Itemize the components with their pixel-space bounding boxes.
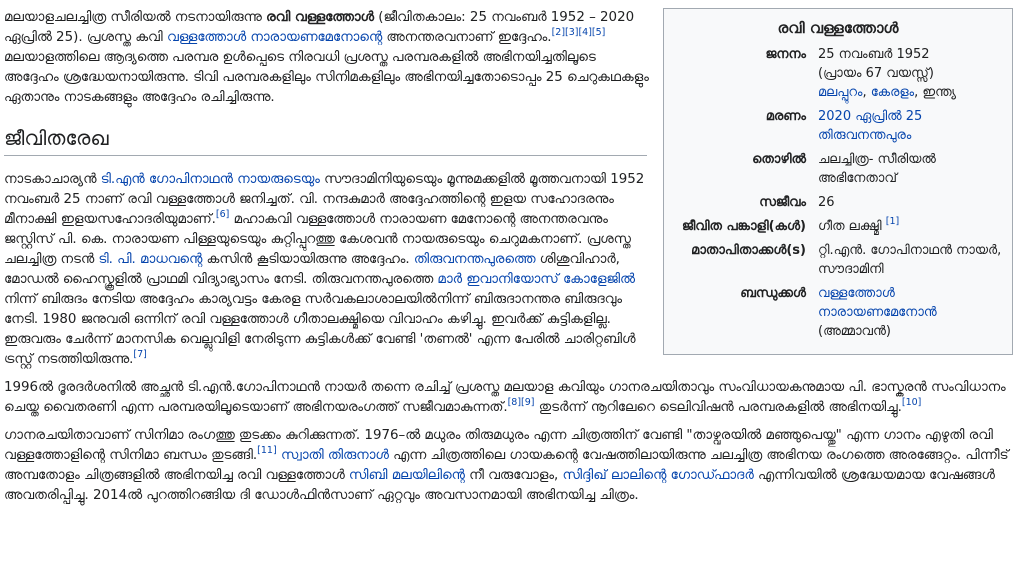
born-date: 25 നവംബർ 1952	[818, 47, 930, 62]
spouse-reference[interactable]: [1]	[885, 216, 900, 227]
link-vallathol-narayana-menon[interactable]: വള്ളത്തോൾ നാരായണമേനോന്റെ	[166, 30, 383, 45]
section-heading-biography: ജീവിതരേഖ	[4, 124, 647, 156]
link-sibi-malayil[interactable]: സിബി മലയിലിന്റെ	[348, 468, 465, 483]
occupation-value: ചലച്ചിത്ര- സീരിയൽ അഭിനേതാവ്	[818, 152, 936, 186]
bio1-text-6: നിന്ന് ബിരുദം നേടിയ അദ്ദേഹം കാര്യവട്ടം കേരള സർവകലാശാലയിൽനിന്ന് ബിരുദാനന്തര ബിരുദവും നേടി. 1980 ജനുവരി ഒന്നിന് രവി വള്ളത്തോൾ ഗീതാലക്ഷ്മിയെ വിവാഹം കഴിച്ചു. ഇവർക്ക് കുട്ടികളില്ല. ഇരുവരും ചേർന്ന് മാനസിക വെല്ലുവിളി നേരിടുന്ന കുട്ടികൾക്ക് വേണ്ടി 'തണൽ' എന്ന പേരിൽ ചാരിറ്റബിൾ ട്രസ്റ്റ് നടത്തിയിരുന്നു.	[4, 292, 636, 367]
died-date-link[interactable]: 2020 ഏപ്രിൽ 25	[818, 109, 923, 124]
parents-value: റ്റി.എൻ. ഗോപിനാഥൻ നായർ, സൗദാമിനി	[818, 243, 1002, 277]
bio2-text-1: 1996ൽ ദൂരദർശനിൽ അച്ഛൻ ടി.എൻ.ഗോപിനാഥൻ നായർ തന്നെ രചിച്ച് പ്രശസ്ത മലയാള കവിയും ഗാനരചയിതാവും സംവിധായകനുമായ പി. ഭാസ്കരൻ സംവിധാനം ചെയ്ത വൈതരണി എന്ന പരമ്പരയിലൂടെയാണ് അഭിനയരംഗത്ത് സജീവമാകുന്നത്.	[4, 380, 1006, 415]
relatives-label: ബന്ധുക്കൾ	[740, 286, 806, 301]
intro-paragraph	[4, 8, 654, 108]
active-label: സജീവം	[759, 195, 806, 210]
link-tn-gopinathan-nair[interactable]: ടി.എൻ ഗോപിനാഥൻ നായരുടെയും	[100, 172, 320, 187]
bio3-text-5: എന്നിവയിൽ ശ്രദ്ധേയമായ വേഷങ്ങൾ അവതരിപ്പിച്ചു. 2014ൽ പുറത്തിറങ്ങിയ ദി ഡോൾഫിൻസാണ് ഏറ്റവും അവസാനമായി അഭിനയിച്ച ചിത്രം.	[4, 468, 995, 503]
intro-text-4: മലയാളത്തിലെ ആദ്യത്തെ പരമ്പര ഉൾപ്പെടെ നിരവധി പ്രശസ്ത പരമ്പരകളിൽ അഭിനയിച്ചതിലൂടെ അദ്ദേഹം ശ്രദ്ധേയനായിരുന്നു. ടിവി പരമ്പരകളിലും സിനിമകളിലും അഭിനയിച്ചതോടൊപ്പം 25 ചെറുകഥകളും ഏതാനും നാടകങ്ങളും അദ്ദേഹം രചിച്ചിരുന്നു.	[4, 50, 649, 105]
bio1-text-4: കസിൻ കൂടിയായിരുന്നു അദ്ദേഹം.	[202, 252, 414, 267]
active-value: 26	[818, 195, 835, 210]
intro-text-1: മലയാളചലച്ചിത്ര സീരിയൽ നടനായിരുന്നു	[4, 10, 266, 25]
subject-name: രവി വള്ളത്തോൾ	[265, 10, 374, 25]
born-place-link-kerala[interactable]: കേരളം	[870, 85, 915, 100]
relatives-link[interactable]: വള്ളത്തോൾ നാരായണമേനോൻ	[818, 286, 937, 320]
reference-2-5[interactable]: [2][3][4][5]	[551, 27, 606, 38]
bio3-text-4: നീ വരുവോളം,	[464, 468, 563, 483]
spouse-label: ജീവിത പങ്കാളി(കൾ)	[682, 219, 806, 234]
bio1-text-5: ശിശുവിഹാർ, മോഡൽ ഹൈസ്കൂളിൽ പ്രാഥമി വിദ്യാഭ്യാസം നേടി. തിരുവനന്തപുരത്തെ	[4, 252, 620, 287]
died-label: മരണം	[765, 109, 806, 124]
born-age: (പ്രായം 67 വയസ്സ്)	[818, 66, 934, 81]
bio3-text-3: എന്ന ചിത്രത്തിലെ ഗായകന്റെ വേഷത്തിലായിരുന്നു ചലച്ചിത്ര അഭിനയ രംഗത്തെ അരങ്ങേറ്റം. പിന്നീട് അമ്പതോളം ചിത്രങ്ങളിൽ അഭിനയിച്ച രവി വള്ളത്തോൾ	[4, 448, 1009, 483]
bio1-text-2: സൗദാമിനിയുടെയും മൂന്നുമക്കളിൽ മൂത്തവനായി 1952 നവംബർ 25 നാണ് രവി വള്ളത്തോൾ ജനിച്ചത്. വി. നന്ദകുമാർ അദ്ദേഹത്തിന്റെ ഇളയ സഹോദരനും മീനാക്ഷി ഇളയസഹോദരിയുമാണ്.	[4, 172, 645, 227]
bio1-text-1: നാടകാചാര്യൻ	[4, 172, 101, 187]
biography-paragraph-1	[4, 170, 654, 370]
reference-10[interactable]: [10]	[901, 397, 922, 408]
parents-label: മാതാപിതാക്കൾ(s)	[691, 243, 806, 258]
link-siddique-lal-godfather[interactable]: സിദ്ദിഖ് ലാലിന്റെ ഗോഡ്ഫാദർ	[562, 468, 754, 483]
link-mar-ivanios-college[interactable]: മാർ ഇവാനിയോസ് കോളേജിൽ	[437, 272, 635, 287]
link-swathi-thirunal[interactable]: സ്വാതി തിരുനാൾ	[280, 448, 389, 463]
born-label: ജനനം	[765, 47, 806, 62]
spouse-name: ഗീത ലക്ഷ്മി	[818, 219, 882, 234]
reference-11[interactable]: [11]	[257, 445, 277, 456]
intro-text-3: അനന്തരവനാണ് ഇദ്ദേഹം.	[382, 30, 552, 45]
biography-paragraph-2	[4, 378, 1016, 418]
reference-8-9[interactable]: [8][9]	[507, 397, 535, 408]
bio3-text-1: ഗാനരചയിതാവാണ് സിനിമാ രംഗത്തു തുടക്കം കുറിക്കുന്നത്. 1976–ൽ മധുരം തിരുമധുരം എന്ന ചിത്രത്തിന് വേണ്ടി "താഴ്വരയിൽ മഞ്ഞുപെയ്തു" എന്ന ഗാനം എഴുതി രവി വള്ളത്തോളിന്റെ സിനിമാ ബന്ധം തുടങ്ങി.	[4, 428, 993, 463]
link-tp-madhavan[interactable]: ടി. പി. മാധവന്റെ	[98, 252, 203, 267]
infobox-title: രവി വള്ളത്തോൾ	[777, 19, 899, 37]
born-sep: ,	[862, 85, 871, 100]
bio1-text-3: മഹാകവി വള്ളത്തോൾ നാരായണ മേനോന്റെ അനന്തരവനും ജസ്റ്റിസ് പി. കെ. നാരായണ പിള്ളയുടെയും കുറ്റിപ്പുറത്തു കേശവൻ നായരുടെയും ചെറുമകനാണ്. പ്രശസ്ത ചലച്ചിത്ര നടൻ	[4, 212, 631, 267]
bio2-text-2: തുടർന്ന് നൂറിലേറെ ടെലിവിഷൻ പരമ്പരകളിൽ അഭിനയിച്ചു.	[534, 400, 902, 415]
reference-6[interactable]: [6]	[215, 209, 230, 220]
article-content	[4, 8, 1016, 514]
relatives-note: (അമ്മാവൻ)	[818, 324, 891, 339]
reference-7[interactable]: [7]	[133, 349, 147, 360]
intro-text-2: (ജീവിതകാലം: 25 നവംബർ 1952 – 2020 ഏപ്രിൽ 25). പ്രശസ്ത കവി	[4, 10, 635, 45]
biography-paragraph-3	[4, 426, 1016, 506]
occupation-label: തൊഴിൽ	[752, 152, 806, 167]
link-thiruvananthapuram[interactable]: തിരുവനന്തപുരത്തെ	[413, 252, 536, 267]
died-place-link[interactable]: തിരുവനന്തപുരം	[818, 128, 912, 143]
born-place-link-malappuram[interactable]: മലപ്പുറം	[818, 85, 863, 100]
born-country: , ഇന്ത്യ	[914, 85, 956, 100]
